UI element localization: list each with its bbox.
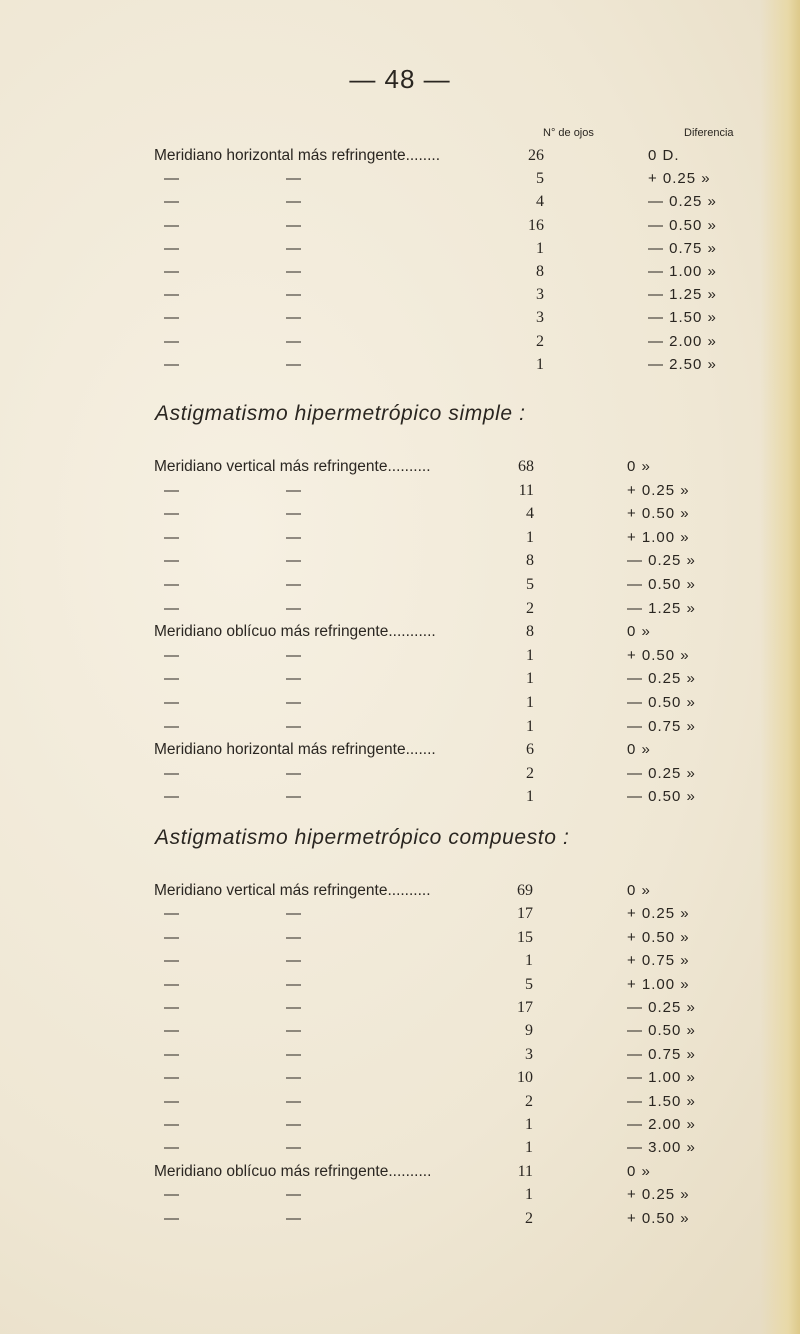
ditto-mark: — [286,718,301,735]
table-row [0,600,800,622]
ditto-mark: — [164,505,179,522]
eye-count: 2 [525,1210,533,1227]
table-row [0,694,800,716]
ditto-mark: — [286,529,301,546]
eye-count: 1 [526,694,534,711]
ditto-mark: — [286,905,301,922]
ditto-mark: — [164,1186,179,1203]
table-row [0,1116,800,1138]
difference-value: — 0.50 » [627,788,696,805]
difference-value: — 0.50 » [648,217,717,234]
row-label: Meridiano oblícuo más refringente........... [154,623,436,640]
difference-value: 0 » [627,741,651,758]
difference-value: 0 » [627,623,651,640]
ditto-mark: — [286,217,301,234]
ditto-mark: — [164,170,179,187]
ditto-mark: — [286,1069,301,1086]
eye-count: 2 [526,765,534,782]
eye-count: 4 [526,505,534,522]
eye-count: 8 [526,623,534,640]
table-row [0,193,800,215]
table-row [0,976,800,998]
ditto-mark: — [286,170,301,187]
table-row [0,309,800,331]
eye-count: 2 [526,600,534,617]
table-row [0,482,800,504]
eye-count: 3 [525,1046,533,1063]
difference-value: + 0.75 » [627,952,690,969]
eye-count: 5 [526,576,534,593]
ditto-mark: — [286,193,301,210]
table-row [0,1069,800,1091]
ditto-mark: — [286,976,301,993]
eye-count: 1 [526,788,534,805]
eye-count: 1 [525,952,533,969]
eye-count: 11 [518,482,534,499]
table-row [0,1022,800,1044]
difference-value: — 0.75 » [648,240,717,257]
eye-count: 3 [536,309,544,326]
table-row [0,1093,800,1115]
eye-count: 1 [526,670,534,687]
ditto-mark: — [164,929,179,946]
difference-value: + 0.25 » [648,170,711,187]
table-row [0,647,800,669]
table-row [0,929,800,951]
difference-value: — 1.00 » [627,1069,696,1086]
difference-value: — 0.75 » [627,1046,696,1063]
ditto-mark: — [164,694,179,711]
difference-value: — 0.25 » [648,193,717,210]
ditto-mark: — [164,1210,179,1227]
table-row [0,458,800,480]
ditto-mark: — [164,193,179,210]
eye-count: 3 [536,286,544,303]
table-row [0,286,800,308]
difference-value: 0 » [627,882,651,899]
eye-count: 1 [525,1116,533,1133]
difference-value: — 2.00 » [627,1116,696,1133]
ditto-mark: — [286,1116,301,1133]
table-row [0,882,800,904]
ditto-mark: — [286,1139,301,1156]
difference-value: — 2.50 » [648,356,717,373]
eye-count: 26 [528,147,544,164]
difference-value: + 0.25 » [627,1186,690,1203]
eye-count: 6 [526,741,534,758]
ditto-mark: — [286,600,301,617]
difference-value: 0 » [627,458,651,475]
eye-count: 16 [528,217,544,234]
row-label: Meridiano vertical más refringente.......... [154,458,431,475]
difference-value: + 0.25 » [627,482,690,499]
eye-count: 9 [525,1022,533,1039]
ditto-mark: — [164,529,179,546]
ditto-mark: — [164,576,179,593]
row-label: Meridiano vertical más refringente.......... [154,882,431,899]
ditto-mark: — [286,356,301,373]
ditto-mark: — [286,552,301,569]
ditto-mark: — [164,1069,179,1086]
section-title: Astigmatismo hipermetrópico simple : [155,402,526,425]
ditto-mark: — [164,333,179,350]
table-row [0,765,800,787]
section-title: Astigmatismo hipermetrópico compuesto : [155,826,570,849]
ditto-mark: — [164,788,179,805]
difference-value: — 0.75 » [627,718,696,735]
ditto-mark: — [286,1046,301,1063]
ditto-mark: — [164,286,179,303]
difference-value: — 1.00 » [648,263,717,280]
table-row [0,356,800,378]
eye-count: 17 [517,905,533,922]
difference-value: — 1.50 » [627,1093,696,1110]
ditto-mark: — [164,905,179,922]
table-row [0,1163,800,1185]
eye-count: 5 [525,976,533,993]
ditto-mark: — [164,600,179,617]
difference-value: — 0.25 » [627,552,696,569]
table-row [0,170,800,192]
eye-count: 1 [526,647,534,664]
difference-value: + 0.50 » [627,647,690,664]
ditto-mark: — [286,1022,301,1039]
ditto-mark: — [286,286,301,303]
difference-value: — 3.00 » [627,1139,696,1156]
difference-value: 0 D. [648,147,680,164]
ditto-mark: — [164,552,179,569]
table-row [0,1186,800,1208]
difference-value: + 1.00 » [627,976,690,993]
ditto-mark: — [164,217,179,234]
ditto-mark: — [164,765,179,782]
ditto-mark: — [164,647,179,664]
table-row [0,1046,800,1068]
difference-value: + 1.00 » [627,529,690,546]
eyes-column-header: N° de ojos [543,127,594,139]
ditto-mark: — [164,1116,179,1133]
difference-value: — 2.00 » [648,333,717,350]
eye-count: 1 [525,1186,533,1203]
table-row [0,999,800,1021]
ditto-mark: — [286,670,301,687]
table-row [0,741,800,763]
table-row [0,529,800,551]
difference-value: + 0.50 » [627,929,690,946]
eye-count: 1 [536,240,544,257]
eye-count: 68 [518,458,534,475]
ditto-mark: — [286,999,301,1016]
ditto-mark: — [286,1210,301,1227]
eye-count: 15 [517,929,533,946]
eye-count: 1 [526,718,534,735]
eye-count: 8 [526,552,534,569]
ditto-mark: — [286,952,301,969]
ditto-mark: — [164,999,179,1016]
table-row [0,576,800,598]
difference-value: — 0.50 » [627,1022,696,1039]
ditto-mark: — [164,309,179,326]
difference-value: + 0.50 » [627,1210,690,1227]
ditto-mark: — [286,1186,301,1203]
table-row [0,217,800,239]
eye-count: 4 [536,193,544,210]
eye-count: 5 [536,170,544,187]
ditto-mark: — [164,976,179,993]
ditto-mark: — [286,333,301,350]
eye-count: 8 [536,263,544,280]
ditto-mark: — [286,309,301,326]
eye-count: 2 [536,333,544,350]
ditto-mark: — [286,765,301,782]
table-row [0,505,800,527]
ditto-mark: — [286,505,301,522]
ditto-mark: — [164,670,179,687]
table-row [0,1139,800,1161]
difference-value: — 1.50 » [648,309,717,326]
table-row [0,718,800,740]
ditto-mark: — [286,1093,301,1110]
difference-value: — 1.25 » [627,600,696,617]
ditto-mark: — [164,718,179,735]
difference-value: + 0.50 » [627,505,690,522]
eye-count: 2 [525,1093,533,1110]
table-row [0,952,800,974]
eye-count: 1 [536,356,544,373]
difference-value: — 0.25 » [627,670,696,687]
eye-count: 11 [517,1163,533,1180]
ditto-mark: — [286,240,301,257]
row-label: Meridiano horizontal más refringente........ [154,147,441,164]
eye-count: 17 [517,999,533,1016]
difference-column-header: Diferencia [684,127,734,139]
difference-value: — 0.25 » [627,999,696,1016]
difference-value: + 0.25 » [627,905,690,922]
ditto-mark: — [286,788,301,805]
ditto-mark: — [164,1046,179,1063]
ditto-mark: — [164,1093,179,1110]
difference-value: — 0.25 » [627,765,696,782]
eye-count: 1 [525,1139,533,1156]
difference-value: — 0.50 » [627,576,696,593]
table-row [0,263,800,285]
ditto-mark: — [164,952,179,969]
ditto-mark: — [164,482,179,499]
difference-value: — 1.25 » [648,286,717,303]
eye-count: 1 [526,529,534,546]
eye-count: 69 [517,882,533,899]
table-row [0,240,800,262]
eye-count: 10 [517,1069,533,1086]
row-label: Meridiano oblícuo más refringente.......... [154,1163,432,1180]
page-number: — 48 — [349,64,451,94]
ditto-mark: — [164,1022,179,1039]
ditto-mark: — [286,482,301,499]
table-row [0,905,800,927]
ditto-mark: — [286,263,301,280]
table-row [0,623,800,645]
table-row [0,333,800,355]
ditto-mark: — [286,647,301,664]
row-label: Meridiano horizontal más refringente....... [154,741,436,758]
ditto-mark: — [164,240,179,257]
ditto-mark: — [286,576,301,593]
ditto-mark: — [164,356,179,373]
table-row [0,147,800,169]
ditto-mark: — [286,694,301,711]
table-row [0,670,800,692]
ditto-mark: — [164,263,179,280]
difference-value: 0 » [627,1163,651,1180]
ditto-mark: — [164,1139,179,1156]
table-row [0,552,800,574]
ditto-mark: — [286,929,301,946]
table-row [0,788,800,810]
difference-value: — 0.50 » [627,694,696,711]
table-row [0,1210,800,1232]
